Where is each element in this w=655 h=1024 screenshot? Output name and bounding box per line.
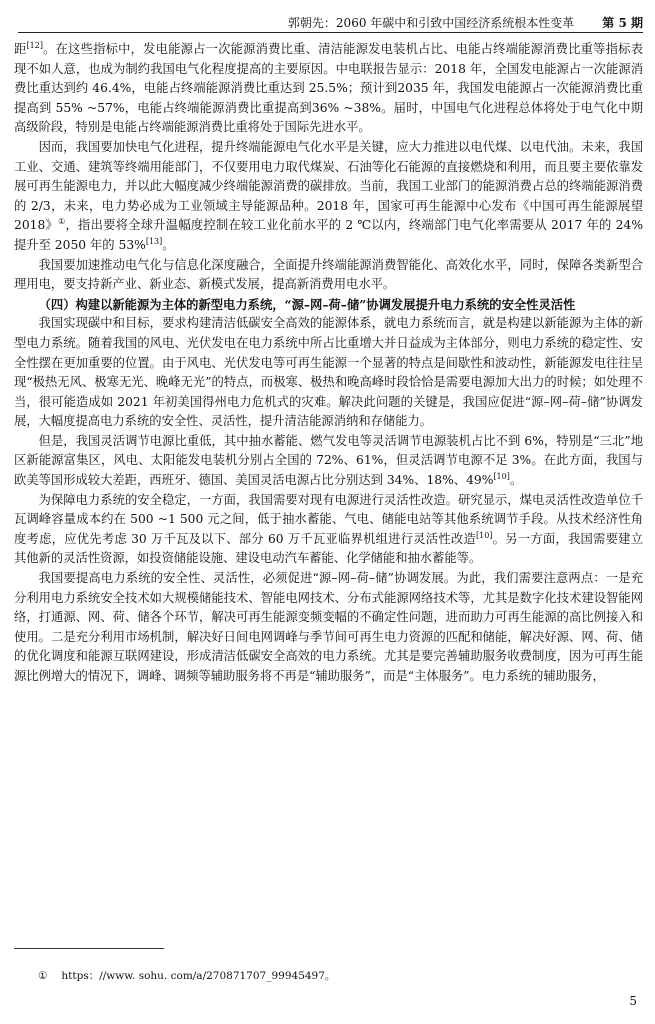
paragraph: 我国要加速推动电气化与信息化深度融合，全面提升终端能源消费智能化、高效化水平，同时，保障各类新型合理用电，要支持新产业、新业态、新模式发展，提高新消费用电水平。	[14, 257, 643, 292]
paragraph: 距[12]。在这些指标中，发电能源占一次能源消费比重、清洁能源发电装机占比、电能占终端能源消费比重等指标表现不如人意，也成为制约我国电气化程度提高的主要原因。中电联报告显示：2018 年，全国发电能源占一次能源消费比重达到约 46.4%，电能占终端能源消费比重达到 25.5%；预计到2035 年，我国发电能源占一次能源消费比重提高到 55% ~57%，电能占终端能源消费比重提高到36% ~38%。届时，中国电气化进程总体将处于电气化中期高级阶段，特别是电能占终端能源消费比重将处于国际先进水平。	[14, 40, 643, 135]
citation-ref[interactable]: [10]	[493, 471, 510, 481]
article-body	[14, 40, 643, 687]
issue-number: 第 5 期	[602, 15, 643, 30]
footnote-link[interactable]: https：//www. sohu. com/a/270871707_99945497。	[61, 970, 336, 982]
paragraph: 我国要提高电力系统的安全性、灵活性，必须促进“源–网–荷–储”协调发展。为此，我们需要注意两点：一是充分利用电力系统安全技术如大规模储能技术、智能电网技术、分布式能源网络技术等，尤其是数字化技术建设智能网络，打通源、网、荷、储各个环节，解决可再生能源变频变幅的不确定性问题，进而助力可再生能源的高比例接入和使用。二是充分利用市场机制，解决好日间电网调峰与季节间可再生电力资源的匹配和储能，解决好源、网、荷、储的优化调度和能源互联网建设，形成清洁低碳安全高效的电力系统。尤其是要完善辅助服务收费制度，因为可再生能源比例增大的情况下，调峰、调频等辅助服务将不再是“辅助服务”，而是“主体服务”。电力系统的辅助服务，	[14, 571, 643, 683]
citation-ref[interactable]: [12]	[26, 40, 43, 50]
page-number: 5	[629, 994, 637, 1008]
paragraph: 但是，我国灵活调节电源比重低，其中抽水蓄能、燃气发电等灵活调节电源装机占比不到 6%，特别是“三北”地区新能源富集区，风电、太阳能发电装机分别占全国的 72%、61%，但灵活调节电源不足 3%。在此方面，我国与欧美等国形成较大差距，西班牙、德国、美国灵活电源占比分别达到 34%、18%、49%[10]。	[14, 433, 643, 488]
citation-ref[interactable]: [13]	[145, 236, 163, 246]
footnote-mark: ①	[38, 970, 48, 982]
footnote-divider	[14, 948, 164, 949]
paragraph: 因而，我国要加快电气化进程，提升终端能源电气化水平是关键，应大力推进以电代煤、以电代油。未来，我国工业、交通、建筑等终端用能部门，不仅要用电力取代煤炭、石油等化石能源的直接燃烧和利用，而且要主要依靠发展可再生能源电力，并以此大幅度减少终端能源消费的碳排放。当前，我国工业部门的能源消费占总的终端能源消费的 2/3，未来，电力势必成为工业领域主导能源品种。2018 年，国家可再生能源中心发布《中国可再生能源展望 2018》①，指出要将全球升温幅度控制在较工业化前水平的 2 ℃以内，终端部门电气化率需要从 2017 年的 24% 提升至 2050 年的 53%[13]。	[14, 139, 644, 252]
footnote	[38, 968, 335, 983]
paragraph: 为保障电力系统的安全稳定，一方面，我国需要对现有电源进行灵活性改造。研究显示，煤电灵活性改造单位千瓦调峰容量成本约在 500 ~1 500 元之间，低于抽水蓄能、气电、储能电站等其他系统调节手段。从技术经济性角度考虑，应优先考虑 30 万千瓦及以下、部分 60 万千瓦亚临界机组进行灵活性改造[10]。另一方面，我国需要建立其他新的灵活性资源，如投资储能设施、建设电动汽车蓄能、化学储能和抽水蓄能等。	[14, 492, 643, 566]
paragraph: 我国实现碳中和目标，要求构建清洁低碳安全高效的能源体系，就电力系统而言，就是构建以新能源为主体的新型电力系统。随着我国的风电、光伏发电在电力系统中所占比重增大并日益成为主体部分，则电力系统的稳定性、安全性摆在更加重要的位置。由于风电、光伏发电等可再生能源一个显著的特点是间歇性和波动性，新能源发电往往呈现“极热无风、极寒无光、晚峰无光”的特点，而极寒、极热和晚高峰时段恰恰是需要电源加大出力的时候；如处理不当，很可能造成如 2021 年初美国得州电力危机式的灾难。解决此问题的关键是，我国应促进“源–网–荷–储”协调发展，大幅度提高电力系统的安全性、灵活性，提升清洁能源消纳和存储能力。	[14, 316, 643, 429]
section-heading: （四）构建以新能源为主体的新型电力系统，“源–网–荷–储”协调发展提升电力系统的安全性灵活性	[38, 296, 576, 312]
citation-ref[interactable]: [10]	[476, 530, 493, 540]
running-header	[18, 12, 643, 33]
header-title: 郭朝先：2060 年碳中和引致中国经济系统根本性变革	[287, 15, 575, 30]
footnote-ref[interactable]: ①	[58, 217, 66, 227]
